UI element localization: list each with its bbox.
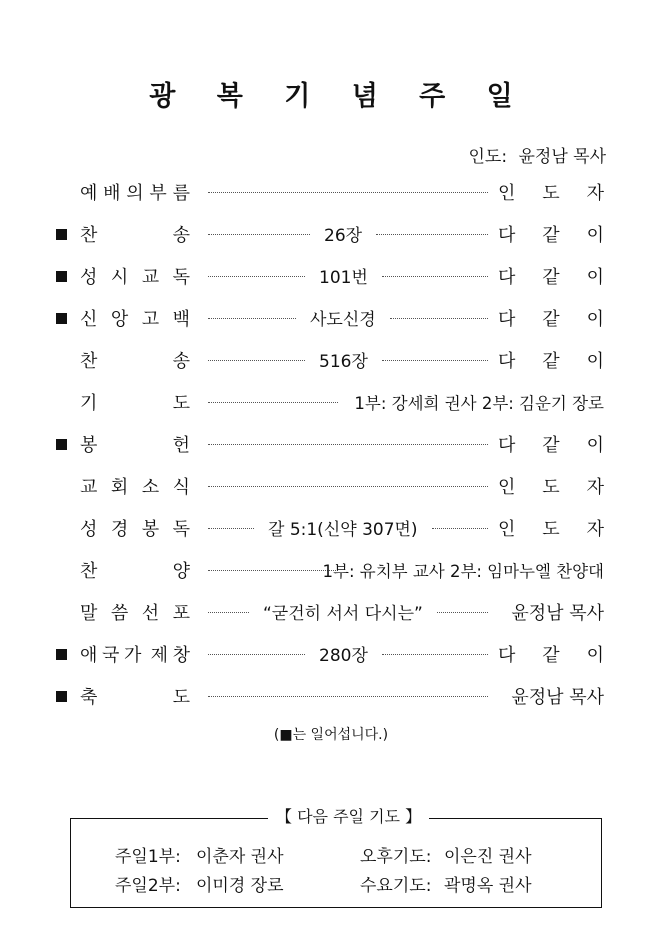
label-char: 양 [172,561,190,582]
assignee-char: 같 [542,309,560,330]
dotted-leader [382,276,488,277]
assignee-char: 다 [498,645,516,666]
order-item-label [80,473,190,499]
label-char: 도 [172,393,190,414]
dotted-leader [437,612,488,613]
label-char: 신 [80,309,98,330]
dotted-leader [208,570,338,571]
dotted-leader [208,444,488,445]
label-char: 앙 [110,309,129,330]
order-item-label [80,641,190,667]
assignee-char: 다 [498,309,516,330]
dotted-leader [382,360,488,361]
order-item-detail: 갈 5:1(신약 307면) [268,520,418,540]
prayer-name-1: 이춘자 권사 [196,847,284,867]
assignee-char: 같 [542,351,560,372]
label-char: 고 [141,309,160,330]
label-char: 의 [126,183,144,204]
order-item-assignee: 1부: 강세희 권사 2부: 김운기 장로 [354,394,604,413]
label-char: 봉 [80,435,98,456]
label-char: 교 [141,267,160,288]
prayer-label-3: 주일2부: [115,876,181,896]
label-char: 독 [172,519,190,540]
order-row [0,595,662,625]
dotted-leader [208,192,488,193]
next-week-heading: 【 다음 주일 기도 】 [268,804,429,827]
standing-bullet-icon [56,439,67,450]
order-item-label [80,263,190,289]
label-char: 송 [172,351,190,372]
order-row [0,553,662,583]
prayer-label-4: 수요기도: [360,876,432,896]
order-row [0,259,662,289]
dotted-leader [208,234,310,235]
assignee-char: 이 [586,225,604,246]
label-char: 경 [110,519,129,540]
order-item-assignee [498,263,604,289]
assignee-char: 자 [586,183,604,204]
label-char: 부 [149,183,167,204]
label-char: 독 [172,267,190,288]
prayer-label-2: 오후기도: [360,847,432,867]
assignee-char: 인 [498,183,516,204]
label-char: 찬 [80,351,98,372]
label-char: 축 [80,687,98,708]
label-char: 말 [80,603,98,624]
label-char: 찬 [80,561,98,582]
order-item-assignee [498,641,604,667]
label-char: 헌 [172,435,190,456]
leader-name: 윤정남 목사 [518,147,606,167]
assignee-char: 인 [498,477,516,498]
order-item-detail: 사도신경 [310,310,376,330]
label-char: 봉 [141,519,160,540]
prayer-name-2: 이은진 권사 [444,847,532,867]
order-row [0,511,662,541]
standing-bullet-icon [56,271,67,282]
label-char: 성 [80,519,98,540]
label-char: 백 [172,309,190,330]
order-item-label [80,305,190,331]
order-item-label [80,683,190,709]
worship-leader [463,142,607,167]
label-char: 선 [141,603,160,624]
order-item-assignee [498,347,604,373]
order-item-label [80,515,190,541]
order-row [0,343,662,373]
order-item-label [80,599,190,625]
label-char: 송 [172,225,190,246]
assignee-char: 자 [586,477,604,498]
label-char: 국 [102,645,120,666]
standing-bullet-icon [56,229,67,240]
order-item-assignee [498,305,604,331]
leader-label: 인도: [468,147,508,167]
dotted-leader [208,528,254,529]
assignee-char: 다 [498,225,516,246]
order-item-detail: 280장 [319,646,368,666]
label-char: 교 [80,477,98,498]
label-char: 가 [124,645,142,666]
label-char: 찬 [80,225,98,246]
label-char: 창 [172,645,190,666]
page-title: 광 복 기 념 주 일 [149,81,529,112]
order-row [0,385,662,415]
assignee-char: 도 [542,519,560,540]
order-item-label [80,221,190,247]
order-row [0,469,662,499]
dotted-leader [390,318,488,319]
order-item-label [80,431,190,457]
assignee-char: 도 [542,477,560,498]
standing-bullet-icon [56,649,67,660]
order-item-detail: 26장 [324,226,363,246]
order-item-assignee [498,431,604,457]
order-item-detail: 101번 [319,268,368,288]
standing-bullet-icon [56,691,67,702]
assignee-char: 자 [586,519,604,540]
assignee-char: 이 [586,267,604,288]
dotted-leader [208,654,305,655]
prayer-name-4: 곽명옥 권사 [444,876,532,896]
assignee-char: 같 [542,267,560,288]
dotted-leader [208,486,488,487]
prayer-label-1: 주일1부: [115,847,181,867]
order-item-assignee [498,221,604,247]
assignee-char: 이 [586,309,604,330]
order-item-label [80,557,190,583]
order-item-assignee: 1부: 유치부 교사 2부: 임마누엘 찬양대 [322,562,604,581]
label-char: 포 [172,603,190,624]
assignee-char: 도 [542,183,560,204]
prayer-name-3: 이미경 장로 [196,876,284,896]
assignee-char: 다 [498,351,516,372]
assignee-char: 같 [542,435,560,456]
assignee-char: 이 [586,435,604,456]
assignee-char: 같 [542,225,560,246]
order-item-assignee [498,473,604,499]
assignee-char: 다 [498,435,516,456]
label-char: 기 [80,393,98,414]
dotted-leader [208,360,305,361]
order-item-label [80,179,190,205]
order-item-detail: “굳건히 서서 다시는” [263,604,423,624]
dotted-leader [208,696,488,697]
order-row [0,175,662,205]
order-item-assignee [498,515,604,541]
order-item-assignee: 윤정남 목사 [511,687,604,708]
dotted-leader [376,234,488,235]
order-row [0,217,662,247]
label-char: 성 [80,267,98,288]
order-item-label [80,347,190,373]
order-item-detail: 516장 [319,352,368,372]
dotted-leader [208,276,305,277]
label-char: 소 [141,477,160,498]
order-item-assignee: 윤정남 목사 [511,603,604,624]
label-char: 시 [110,267,129,288]
order-item-assignee [498,179,604,205]
label-char: 배 [103,183,121,204]
label-char: 식 [172,477,190,498]
assignee-char: 이 [586,351,604,372]
assignee-char: 같 [542,645,560,666]
standing-bullet-icon [56,313,67,324]
order-row [0,301,662,331]
label-char: 제 [150,645,168,666]
dotted-leader [208,612,249,613]
order-row [0,637,662,667]
order-item-label [80,389,190,415]
label-char: 름 [172,183,190,204]
label-char: 회 [110,477,129,498]
dotted-leader [208,402,338,403]
label-char: 도 [172,687,190,708]
order-row [0,679,662,709]
standing-note: (■는 일어섭니다.) [273,727,389,743]
label-char: 씀 [110,603,129,624]
assignee-char: 이 [586,645,604,666]
order-row [0,427,662,457]
dotted-leader [382,654,488,655]
dotted-leader [432,528,488,529]
label-char: 예 [80,183,98,204]
assignee-char: 인 [498,519,516,540]
assignee-char: 다 [498,267,516,288]
label-char: 애 [80,645,98,666]
dotted-leader [208,318,296,319]
